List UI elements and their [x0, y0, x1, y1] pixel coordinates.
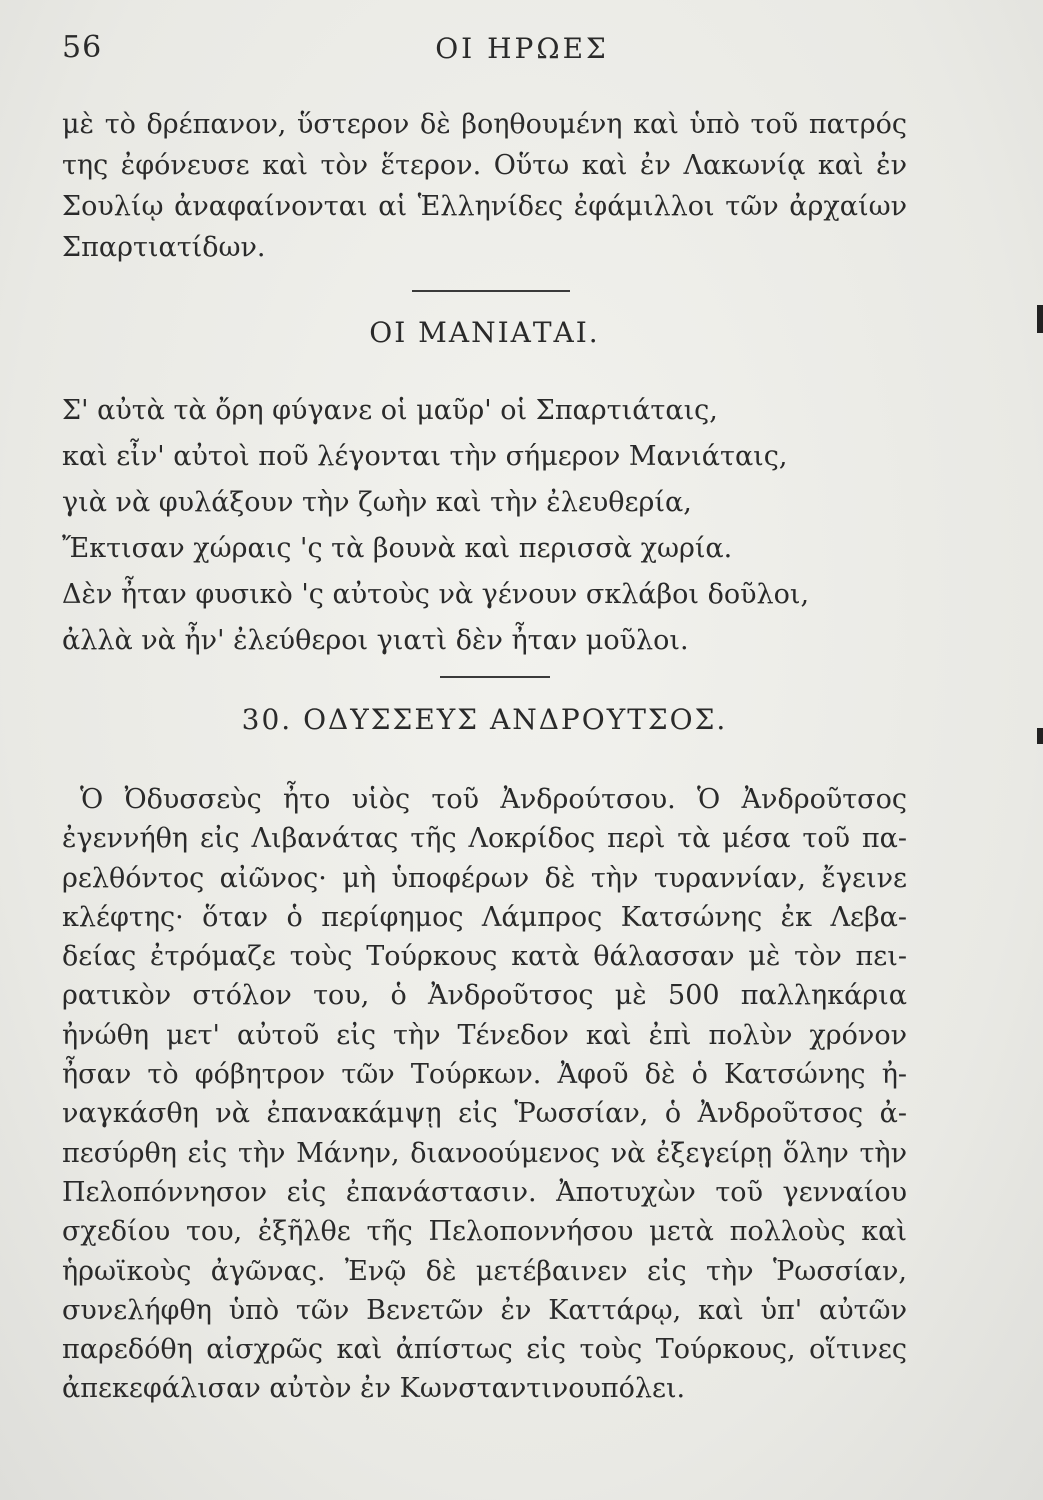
- text-line: της ἐφόνευσε καὶ τὸν ἕτερον. Οὕτω καὶ ἐν Λακωνίᾳ καὶ ἐν: [62, 150, 907, 181]
- text-line: δείας ἐτρόμαζε τοὺς Τούρκους κατὰ θάλασσαν μὲ τὸν πει-: [62, 941, 907, 973]
- section-title: 30. ΟΔΥΣΣΕΥΣ ΑΝΔΡΟΥΤΣΟΣ.: [241, 703, 728, 736]
- text-line: ρατικὸν στόλον του, ὁ Ἀνδροῦτσος μὲ 500 παλληκάρια: [62, 980, 907, 1012]
- text-line: συνελήφθη ὑπὸ τῶν Βενετῶν ἐν Καττάρῳ, καὶ ὑπ' αὐτῶν: [62, 1294, 907, 1326]
- poem-verse: Ἔκτισαν χώραις 'ς τὰ βουνὰ καὶ περισσὰ χωρία.: [62, 533, 733, 564]
- page-number: 56: [62, 30, 103, 65]
- text-line: ἀπεκεφάλισαν αὐτὸν ἐν Κωνσταντινουπόλει.: [62, 1373, 686, 1405]
- text-line: ἦσαν τὸ φόβητρον τῶν Τούρκων. Ἀφοῦ δὲ ὁ Κατσώνης ἠ-: [62, 1059, 907, 1091]
- page-edge-mark: [1037, 305, 1043, 333]
- text-line: πεσύρθη εἰς τὴν Μάνην, διανοούμενος νὰ ἐξεγείρῃ ὅλην τὴν: [62, 1137, 907, 1169]
- poem-verse: Δὲν ἦταν φυσικὸ 'ς αὐτοὺς νὰ γένουν σκλάβοι δοῦλοι,: [62, 579, 810, 610]
- poem-verse: γιὰ νὰ φυλάξουν τὴν ζωὴν καὶ τὴν ἐλευθερία,: [62, 487, 692, 518]
- poem-verse: καὶ εἶν' αὐτοὶ ποῦ λέγονται τὴν σήμερον Μανιάταις,: [62, 441, 788, 472]
- section-divider: [412, 290, 570, 292]
- text-line: σχεδίου του, ἐξῆλθε τῆς Πελοποννήσου μετὰ πολλοὺς καὶ: [62, 1216, 907, 1248]
- text-line: παρεδόθη αἰσχρῶς καὶ ἀπίστως εἰς τοὺς Τούρκους, οἵτινες: [62, 1334, 907, 1366]
- page-edge-mark: [1037, 728, 1043, 744]
- text-line: μὲ τὸ δρέπανον, ὕστερον δὲ βοηθουμένη καὶ ὑπὸ τοῦ πατρός: [62, 109, 907, 140]
- intro-paragraph: [62, 104, 907, 268]
- text-line: ἠνώθη μετ' αὐτοῦ εἰς τὴν Τένεδον καὶ ἐπὶ πολὺν χρόνον: [62, 1019, 907, 1051]
- text-line: ναγκάσθη νὰ ἐπανακάμψῃ εἰς Ῥωσσίαν, ὁ Ἀνδροῦτσος ἀ-: [62, 1098, 907, 1130]
- poem-verse: ἀλλὰ νὰ ἦν' ἐλεύθεροι γιατὶ δὲν ἦταν μοῦλοι.: [62, 625, 689, 656]
- poem: [62, 388, 907, 664]
- text-line: Ὁ Ὀδυσσεὺς ἦτο υἱὸς τοῦ Ἀνδρούτσου. Ὁ Ἀνδροῦτσος: [80, 784, 907, 815]
- main-paragraph: [62, 780, 907, 1409]
- text-line: Σπαρτιατίδων.: [62, 232, 266, 263]
- text-line: ἐγεννήθη εἰς Λιβανάτας τῆς Λοκρίδος περὶ τὰ μέσα τοῦ πα-: [62, 823, 907, 855]
- text-line: ἡρωϊκοὺς ἀγῶνας. Ἐνῷ δὲ μετέβαινεν εἰς τὴν Ῥωσσίαν,: [62, 1255, 907, 1287]
- running-title: ΟΙ ΗΡΩΕΣ: [435, 32, 609, 65]
- poem-heading: ΟΙ ΜΑΝΙΑΤΑΙ.: [369, 316, 600, 349]
- poem-verse: Σ' αὐτὰ τὰ ὄρη φύγανε οἱ μαῦρ' οἱ Σπαρτιάταις,: [62, 395, 718, 426]
- text-line: κλέφτης· ὅταν ὁ περίφημος Λάμπρος Κατσώνης ἐκ Λεβα-: [62, 901, 907, 933]
- text-line: Σουλίῳ ἀναφαίνονται αἱ Ἑλληνίδες ἐφάμιλλοι τῶν ἀρχαίων: [62, 191, 907, 222]
- section-divider: [440, 676, 550, 678]
- running-head: [62, 30, 982, 74]
- text-line: ρελθόντος αἰῶνος· μὴ ὑποφέρων δὲ τὴν τυραννίαν, ἔγεινε: [62, 862, 907, 894]
- text-line: Πελοπόννησον εἰς ἐπανάστασιν. Ἀποτυχὼν τοῦ γενναίου: [62, 1176, 907, 1208]
